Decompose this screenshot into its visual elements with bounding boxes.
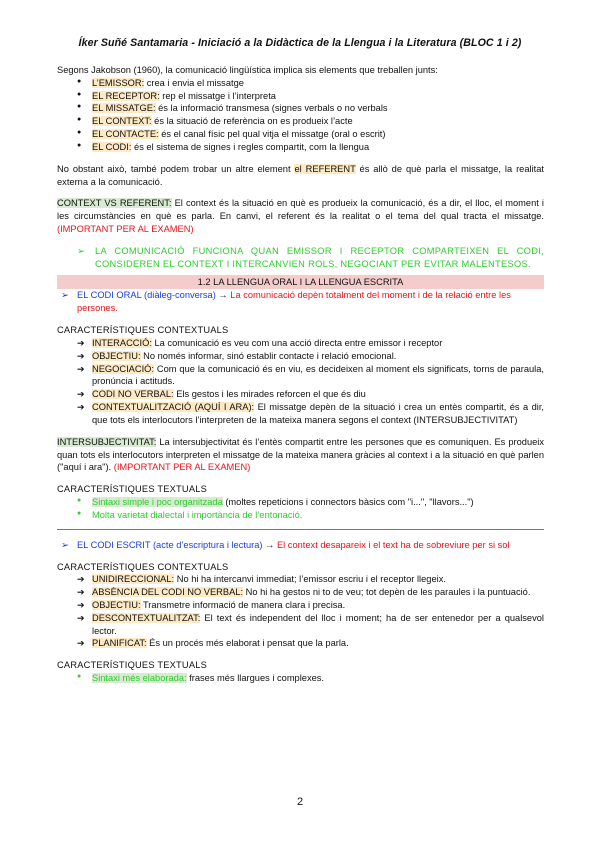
list-item bbox=[77, 350, 544, 363]
desc: Transmetre informació de manera clara i precisa. bbox=[140, 599, 346, 610]
oral-context-list bbox=[57, 337, 544, 427]
list-item bbox=[77, 586, 544, 599]
elements-list bbox=[57, 77, 544, 154]
arrow-icon: ➢ bbox=[77, 245, 86, 256]
intersubjectivity-paragraph bbox=[57, 436, 544, 474]
oral-code-line bbox=[57, 289, 544, 315]
desc: No només informar, sinó establir contacte i relació emocional. bbox=[140, 350, 397, 361]
context-vs-term: CONTEXT VS REFERENT: bbox=[57, 198, 172, 209]
arrow-icon: ➢ bbox=[61, 290, 69, 301]
list-item bbox=[77, 573, 544, 586]
intro-paragraph: Segons Jakobson (1960), la comunicació lingüística implica sis elements que treballen junts: bbox=[57, 65, 438, 75]
desc: crea i envia el missatge bbox=[144, 77, 244, 88]
lead: Molta varietat dialectal i importància de l’entonació. bbox=[92, 509, 303, 520]
oral-desc: La comunicació depèn totalment del moment i de la relació entre les persones. bbox=[77, 290, 511, 314]
rest: (moltes repeticions i connectors bàsics com "i...", "llavors...") bbox=[222, 497, 474, 508]
list-item bbox=[77, 509, 544, 522]
lead: Sintaxi simple i poc organitzada bbox=[92, 497, 223, 508]
term: OBJECTIU: bbox=[92, 350, 141, 361]
term: UNIDIRECCIONAL: bbox=[92, 574, 175, 585]
intersub-text: La intersubjectivitat és l’entès compartit entre les persones que es comuniquen. Es produeix quan tots els interlocutors interpreten el missatge de la mateixa manera gràcies al context i a la situació en què parlen ("aquí i ara"). bbox=[57, 436, 544, 473]
desc: El text és independent del lloc i moment; ha de ser entenedor per a qualsevol lector. bbox=[92, 612, 544, 636]
rest: frases més llargues i complexes. bbox=[186, 673, 325, 684]
written-label: EL CODI ESCRIT (acte d’escriptura i lectura) bbox=[77, 539, 263, 550]
oral-text-list bbox=[57, 496, 544, 522]
list-item bbox=[77, 77, 544, 90]
desc: és la informació transmesa (signes verbals o no verbals bbox=[155, 103, 388, 114]
list-item bbox=[77, 672, 544, 685]
callout bbox=[57, 245, 544, 271]
term: NEGOCIACIÓ: bbox=[92, 363, 154, 374]
arrow: → bbox=[215, 290, 231, 301]
desc: rep el missatge i l’interpreta bbox=[159, 90, 276, 101]
term: PLANIFICAT: bbox=[92, 638, 147, 649]
list-item bbox=[77, 102, 544, 115]
list-item bbox=[77, 363, 544, 389]
desc: Els gestos i les mirades reforcen el que és diu bbox=[173, 389, 366, 400]
intersub-term: INTERSUBJECTIVITAT: bbox=[57, 436, 157, 447]
arrow-icon: ➢ bbox=[61, 539, 69, 550]
term: EL MISSATGE: bbox=[92, 103, 156, 114]
written-context-list bbox=[57, 573, 544, 650]
desc: és el sistema de signes i regles compartit, com la llengua bbox=[131, 141, 370, 152]
section-title: 1.2 LA LLENGUA ORAL I LA LLENGUA ESCRITA bbox=[57, 275, 544, 290]
list-item bbox=[77, 128, 544, 141]
page-header: Íker Suñé Santamaria - Iniciació a la Didàctica de la Llengua i la Literatura (BLOC 1 i 2) bbox=[78, 37, 522, 49]
written-text-list bbox=[57, 672, 544, 685]
list-item bbox=[77, 612, 544, 638]
page-content bbox=[57, 64, 544, 685]
divider bbox=[57, 529, 544, 530]
desc: és la situació de referència on es produeix l’acte bbox=[151, 116, 353, 127]
referent-before: No obstant això, també podem trobar un altre element bbox=[57, 163, 295, 174]
desc: No hi ha intercanvi immediat; l’emissor escriu i el receptor llegeix. bbox=[174, 574, 446, 585]
written-desc: El context desapareix i el text ha de sobreviure per si sol bbox=[276, 539, 510, 550]
term: INTERACCIÓ: bbox=[92, 337, 152, 348]
desc: El missatge depèn de la situació i crea un entès compartit, és a dir, que tots els interlocutors l’interpreten de la mateixa manera segons el context (INTERSUBJECTIVITAT) bbox=[92, 402, 544, 425]
oral-label: EL CODI ORAL (diàleg-conversa) bbox=[77, 290, 216, 301]
desc: és el canal físic pel qual vitja el missatge (oral o escrit) bbox=[158, 129, 386, 140]
important-note: (IMPORTANT PER AL EXAMEN) bbox=[113, 462, 251, 473]
list-item bbox=[77, 637, 544, 650]
term: DESCONTEXTUALITZAT: bbox=[92, 612, 201, 623]
oral-context-title: CARACTERÍSTIQUES CONTEXTUALS bbox=[57, 325, 229, 336]
desc: La comunicació es veu com una acció directa entre emissor i receptor bbox=[151, 337, 443, 348]
arrow: → bbox=[262, 539, 277, 550]
list-item bbox=[77, 388, 544, 401]
page-number: 2 bbox=[296, 796, 304, 808]
lead: Sintaxi més elaborada: bbox=[92, 673, 187, 684]
list-item bbox=[77, 496, 544, 509]
term: EL CODI: bbox=[92, 141, 132, 152]
desc: No hi ha gestos ni to de veu; tot depèn de les paraules i la puntuació. bbox=[243, 587, 531, 598]
list-item bbox=[77, 90, 544, 103]
written-code-line bbox=[57, 539, 544, 552]
written-context-title: CARACTERÍSTIQUES CONTEXTUALS bbox=[57, 561, 229, 572]
list-item bbox=[77, 141, 544, 154]
written-text-title: CARACTERÍSTIQUES TEXTUALS bbox=[57, 660, 207, 671]
callout-text: LA COMUNICACIÓ FUNCIONA QUAN EMISSOR I RECEPTOR COMPARTEIXEN EL CODI, CONSIDEREN EL CONTEXT I INTERCANVIEN ROLS, NEGOCIANT PER EVITAR MALENTESOS. bbox=[95, 245, 544, 269]
term: OBJECTIU: bbox=[92, 599, 141, 610]
context-vs-referent-paragraph bbox=[57, 197, 544, 235]
context-vs-text: El context és la situació en què es produeix la comunicació, és a dir, el lloc, el moment i les circumstàncies en què es parla. En canvi, el referent és la realitat o el tema del qual tracta el missatge. bbox=[57, 198, 544, 222]
referent-term: el REFERENT bbox=[294, 163, 356, 174]
desc: És un procés més elaborat i pensat que la parla. bbox=[146, 638, 349, 649]
list-item bbox=[77, 599, 544, 612]
list-item bbox=[77, 401, 544, 427]
important-note: (IMPORTANT PER AL EXAMEN) bbox=[57, 224, 194, 235]
term: EL RECEPTOR: bbox=[92, 90, 160, 101]
referent-paragraph bbox=[57, 163, 544, 189]
oral-text-title: CARACTERÍSTIQUES TEXTUALS bbox=[57, 484, 207, 495]
term: EL CONTEXT: bbox=[92, 116, 152, 127]
term: CONTEXTUALITZACIÓ (AQUÍ I ARA): bbox=[92, 402, 255, 413]
desc: Com que la comunicació és en viu, es decideixen al moment els significats, torns de paraula, pronúncia i actituds. bbox=[92, 363, 544, 387]
term: CODI NO VERBAL: bbox=[92, 389, 174, 400]
term: ABSÈNCIA DEL CODI NO VERBAL: bbox=[92, 587, 244, 598]
list-item bbox=[77, 337, 544, 350]
term: EL CONTACTE: bbox=[92, 129, 159, 140]
referent-after: és allò de què parla el missatge, la realitat externa a la comunicació. bbox=[57, 163, 544, 187]
list-item bbox=[77, 115, 544, 128]
term: L’EMISSOR: bbox=[92, 77, 145, 88]
